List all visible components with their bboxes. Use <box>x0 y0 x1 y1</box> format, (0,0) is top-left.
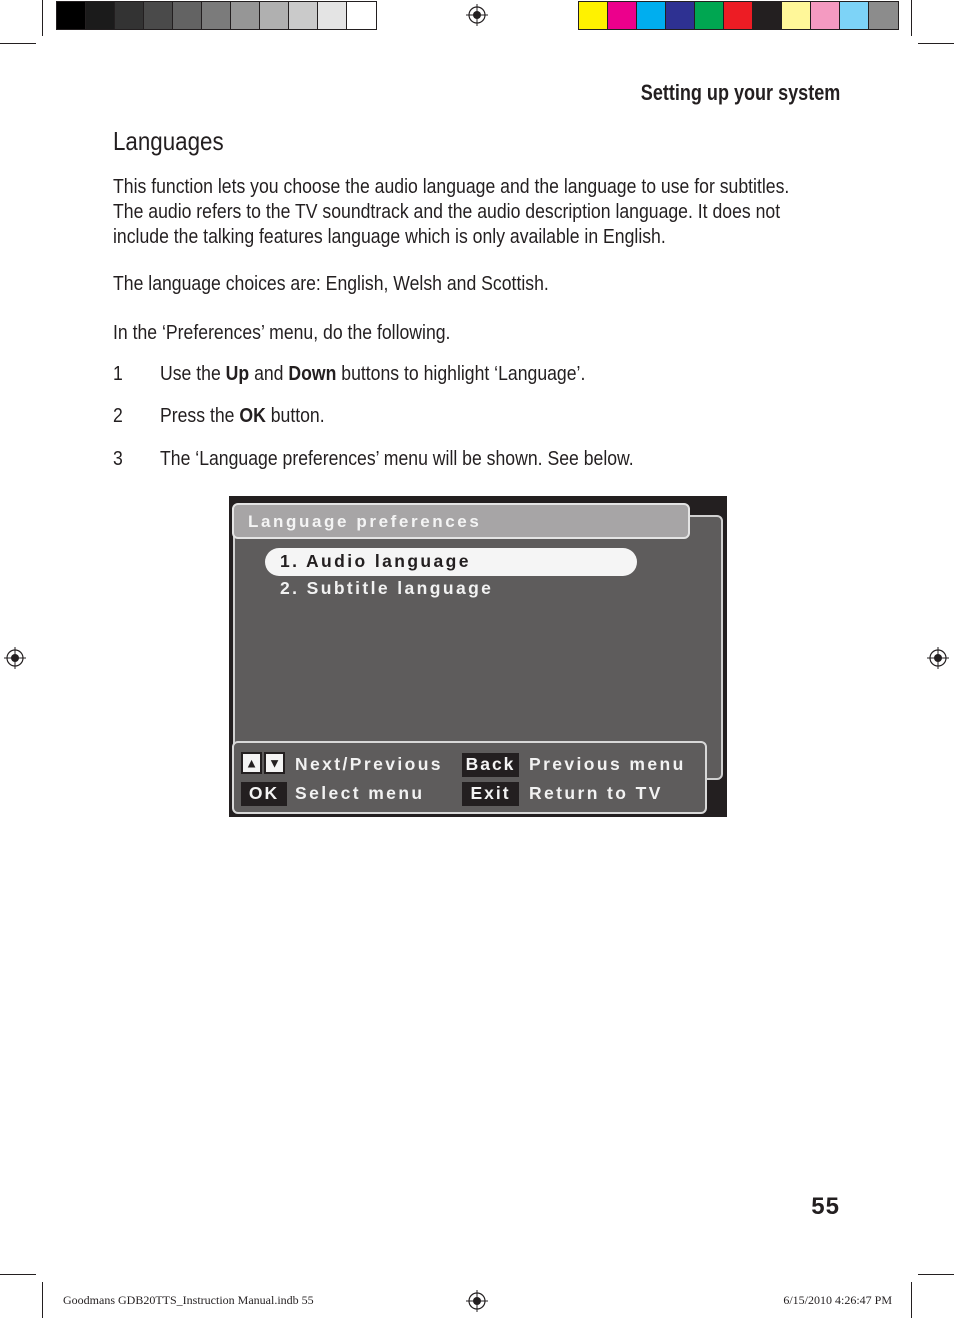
menu-title: Language preferences <box>248 512 482 531</box>
step-text-part: Use the <box>160 362 226 385</box>
step-text: The ‘Language preferences’ menu will be shown. See below. <box>160 447 634 470</box>
step-text-part: buttons to highlight ‘Language’. <box>336 362 586 385</box>
color-swatch <box>811 2 840 29</box>
menu-key-legend <box>232 741 707 814</box>
crop-mark <box>918 43 954 44</box>
page-number: 55 <box>811 1193 840 1220</box>
menu-item-subtitle-language[interactable]: 2. Subtitle language <box>280 578 494 598</box>
slug-filename: Goodmans GDB20TTS_Instruction Manual.indb 55 <box>63 1293 314 1307</box>
exit-key-label: Return to TV <box>529 783 663 803</box>
color-swatch <box>608 2 637 29</box>
ok-key-label: Select menu <box>295 783 425 803</box>
instruction-paragraph: In the ‘Preferences’ menu, do the following. <box>113 321 451 344</box>
crop-mark <box>911 1282 912 1318</box>
color-swatch <box>57 2 86 29</box>
step-text-part: and <box>249 362 289 385</box>
color-swatch <box>144 2 173 29</box>
intro-paragraph <box>113 174 789 249</box>
gray-color-bar <box>56 1 377 30</box>
step-number: 1 <box>113 362 123 385</box>
step-number: 2 <box>113 404 123 427</box>
color-swatch <box>202 2 231 29</box>
color-swatch <box>289 2 318 29</box>
step-text <box>160 362 585 386</box>
color-swatch <box>724 2 753 29</box>
back-key-label: Previous menu <box>529 754 686 774</box>
exit-key: Exit <box>462 782 519 806</box>
registration-mark-icon <box>466 4 488 26</box>
color-swatch <box>753 2 782 29</box>
step-text-part: Press the <box>160 404 240 427</box>
ok-key: OK <box>241 782 287 806</box>
crop-mark <box>0 43 36 44</box>
intro-line: This function lets you choose the audio language and the language to use for subtitles. <box>113 175 790 198</box>
color-swatch <box>666 2 695 29</box>
color-swatch <box>579 2 608 29</box>
crop-mark <box>911 0 912 36</box>
intro-line: The audio refers to the TV soundtrack and the audio description language. It does not <box>113 200 781 223</box>
button-name-ok: OK <box>239 404 266 427</box>
step-text-part: button. <box>265 404 325 427</box>
color-swatch <box>347 2 376 29</box>
button-name-down: Down <box>288 362 337 385</box>
registration-mark-icon <box>4 647 26 669</box>
crop-mark <box>0 1274 36 1275</box>
intro-line: include the talking features language which is only available in English. <box>113 225 666 248</box>
down-arrow-key-icon: ▼ <box>264 752 285 774</box>
step-number: 3 <box>113 447 123 470</box>
color-swatch <box>173 2 202 29</box>
color-swatch <box>869 2 898 29</box>
process-color-bar <box>578 1 899 30</box>
crop-mark <box>918 1274 954 1275</box>
color-swatch <box>260 2 289 29</box>
button-name-up: Up <box>225 362 250 385</box>
page-title: Languages <box>113 126 224 156</box>
crop-mark <box>42 1282 43 1318</box>
tv-menu-screenshot <box>229 496 727 817</box>
section-header: Setting up your system <box>640 80 840 105</box>
up-arrow-key-icon: ▲ <box>241 752 262 774</box>
crop-mark <box>42 0 43 36</box>
step-text <box>160 404 325 428</box>
registration-mark-icon <box>927 647 949 669</box>
registration-mark-icon <box>466 1290 488 1312</box>
color-swatch <box>637 2 666 29</box>
menu-item-audio-language[interactable]: 1. Audio language <box>280 551 471 571</box>
color-swatch <box>782 2 811 29</box>
back-key: Back <box>462 753 519 777</box>
color-swatch <box>840 2 869 29</box>
choices-paragraph: The language choices are: English, Welsh and Scottish. <box>113 272 549 295</box>
color-swatch <box>86 2 115 29</box>
color-swatch <box>115 2 144 29</box>
nav-key-label: Next/Previous <box>295 754 443 774</box>
color-swatch <box>318 2 347 29</box>
menu-title-bar <box>232 503 690 539</box>
slug-timestamp: 6/15/2010 4:26:47 PM <box>783 1293 892 1307</box>
color-swatch <box>231 2 260 29</box>
color-swatch <box>695 2 724 29</box>
